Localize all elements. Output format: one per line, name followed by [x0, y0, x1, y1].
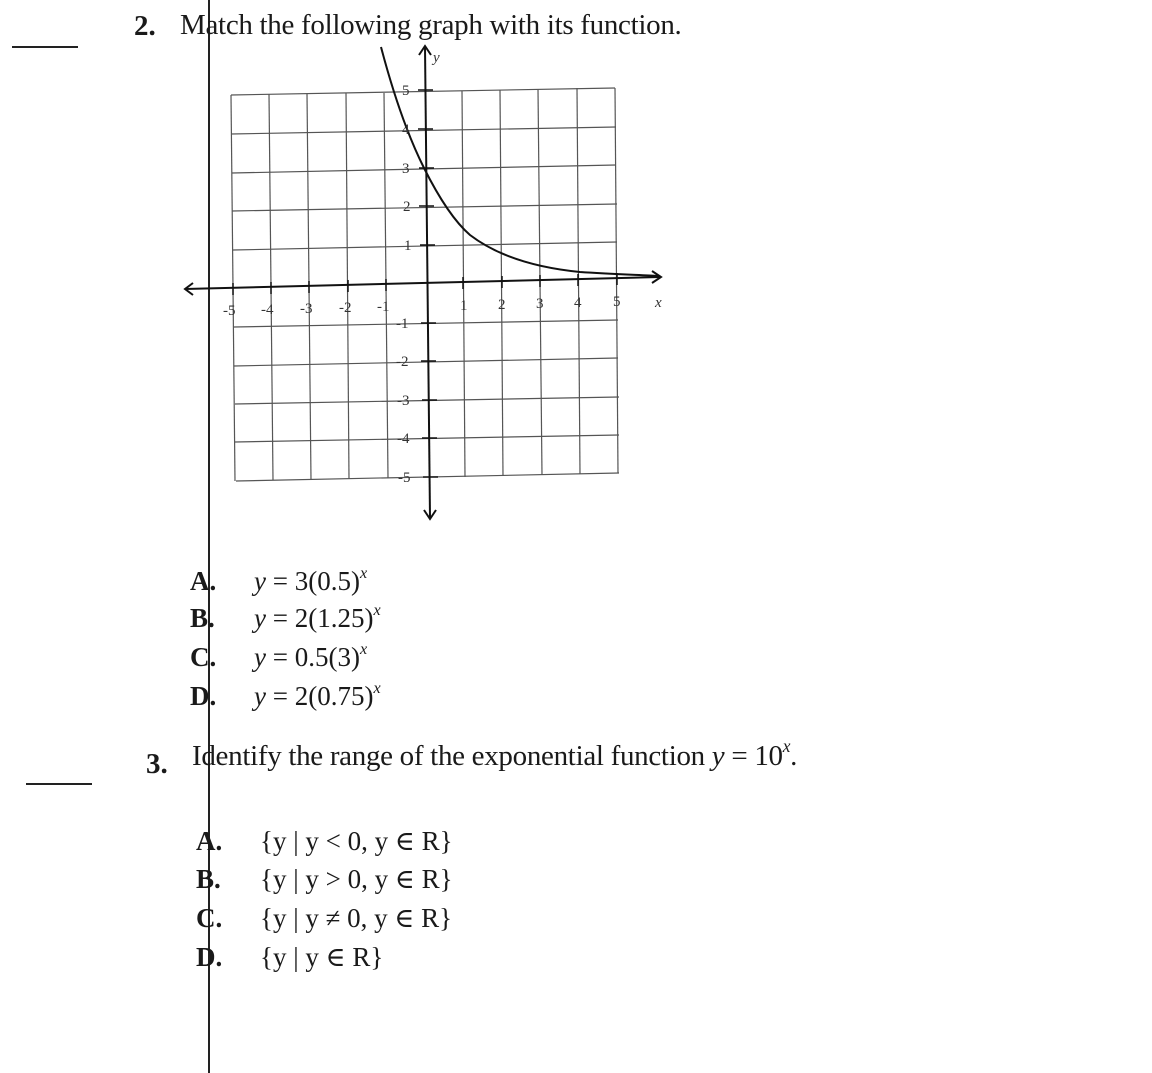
- svg-text:-4: -4: [397, 431, 410, 447]
- y-axis-label: y: [433, 50, 440, 66]
- svg-text:-5: -5: [398, 470, 411, 486]
- svg-text:5: 5: [402, 83, 410, 99]
- q2-option-b[interactable]: B. $y = 2(1.25)^x$: [190, 600, 381, 633]
- question-2-number: 2.: [134, 10, 156, 42]
- q2-option-a[interactable]: A. $y = 3(0.5)^x$: [190, 563, 368, 596]
- svg-text:-3: -3: [300, 301, 313, 317]
- svg-text:4: 4: [574, 295, 582, 311]
- svg-text:-1: -1: [396, 316, 409, 332]
- option-label: D.: [190, 681, 217, 711]
- svg-text:-4: -4: [261, 302, 274, 318]
- svg-text:3: 3: [402, 161, 410, 177]
- grid-lines: [231, 88, 619, 481]
- q2-option-d[interactable]: D. $y = 2(0.75)^x$: [190, 678, 381, 711]
- svg-text:-3: -3: [397, 393, 410, 409]
- x-axis-label: x: [655, 295, 662, 311]
- svg-text:1: 1: [460, 298, 468, 314]
- answer-blank-q3[interactable]: [26, 783, 92, 785]
- exponential-graph: [170, 40, 700, 530]
- svg-text:-2: -2: [339, 300, 352, 316]
- q2-option-c[interactable]: C. $y = 0.5(3)^x$: [190, 639, 368, 672]
- svg-text:2: 2: [498, 297, 506, 313]
- q3-option-d[interactable]: D. {y | y ∈ R}: [196, 942, 384, 972]
- svg-text:1: 1: [404, 238, 412, 254]
- svg-text:-2: -2: [396, 354, 409, 370]
- svg-text:4: 4: [402, 122, 410, 138]
- q3-option-b[interactable]: B. {y | y > 0, y ∈ R}: [196, 864, 453, 894]
- answer-blank-q2[interactable]: [12, 46, 78, 48]
- svg-text:5: 5: [613, 294, 621, 310]
- svg-text:2: 2: [403, 199, 411, 215]
- svg-text:-1: -1: [377, 299, 390, 315]
- svg-text:-5: -5: [223, 303, 236, 319]
- svg-text:3: 3: [536, 296, 544, 312]
- q3-option-a[interactable]: A. {y | y < 0, y ∈ R}: [196, 826, 453, 856]
- q3-option-c[interactable]: C. {y | y ≠ 0, y ∈ R}: [196, 903, 453, 933]
- option-label: A.: [190, 566, 217, 596]
- question-2-prompt: Match the following graph with its function.: [180, 9, 682, 41]
- question-3-number: 3.: [146, 748, 168, 780]
- option-label: C.: [190, 642, 217, 672]
- option-label: B.: [190, 603, 215, 633]
- question-3-prompt: Identify the range of the exponential function $y = 10^x$.: [192, 735, 798, 772]
- axes: [185, 46, 661, 519]
